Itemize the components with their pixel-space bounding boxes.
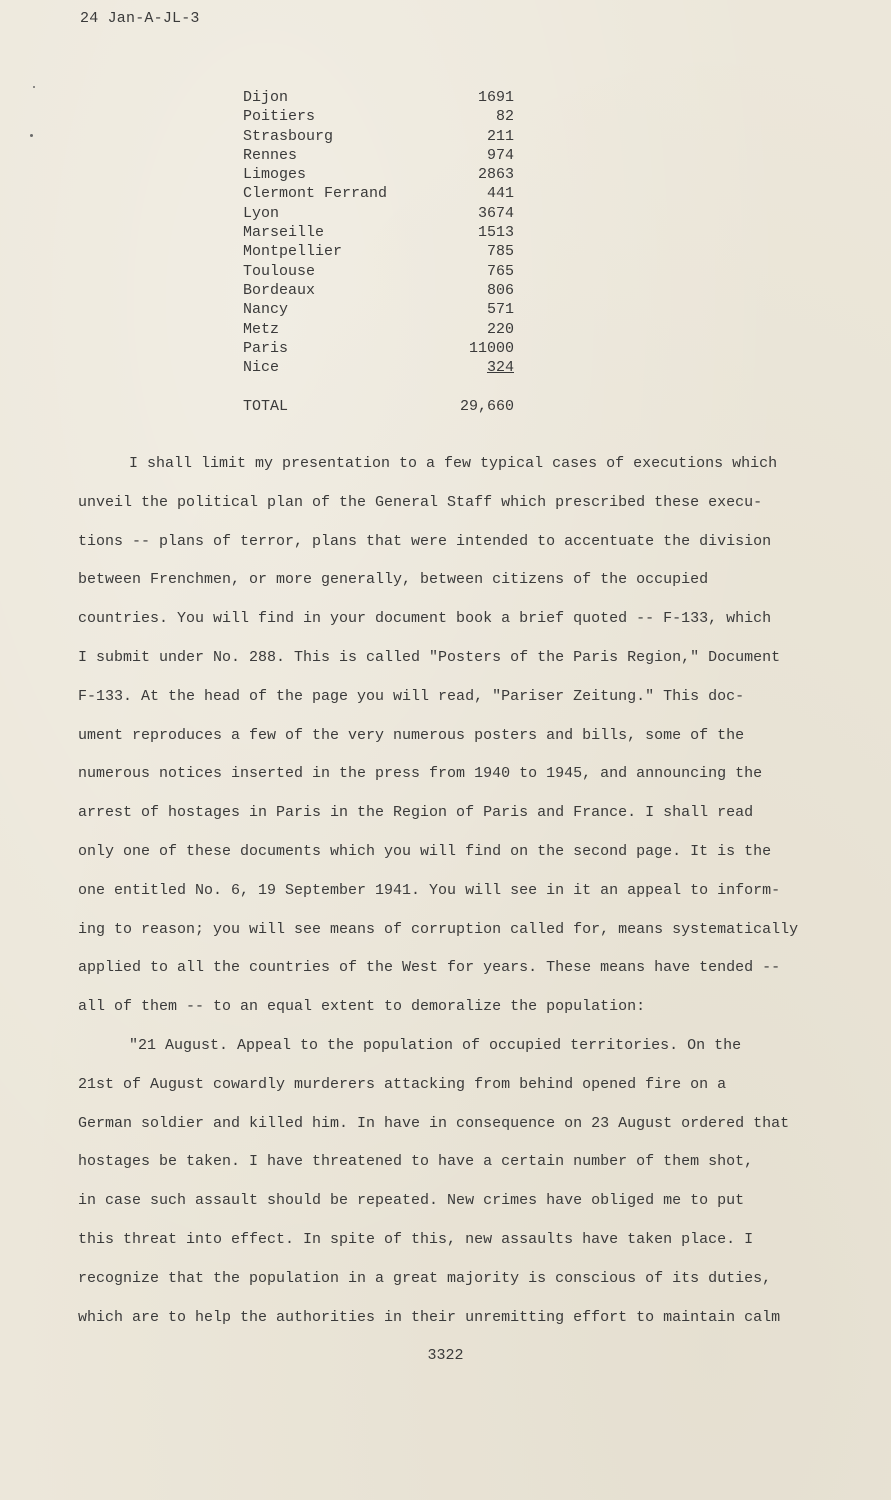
city-name: Strasbourg xyxy=(243,127,334,145)
city-name: Paris xyxy=(243,339,289,357)
table-row xyxy=(243,281,518,300)
city-name: Nancy xyxy=(243,301,289,319)
city-count: 220 xyxy=(486,320,514,338)
text-line: tions -- plans of terror, plans that were intended to accentuate the division xyxy=(78,532,772,550)
city-name: Lyon xyxy=(243,204,280,222)
table-row xyxy=(243,204,518,223)
document-header-code: 24 Jan-A-JL-3 xyxy=(80,10,200,27)
text-line: this threat into effect. In spite of this, new assaults have taken place. I xyxy=(78,1230,754,1248)
table-row xyxy=(243,88,518,107)
text-line: numerous notices inserted in the press from 1940 to 1945, and announcing the xyxy=(78,765,763,783)
text-line: arrest of hostages in Paris in the Region of Paris and France. I shall read xyxy=(78,804,754,822)
city-count: 3674 xyxy=(477,204,514,222)
city-name: Dijon xyxy=(243,89,289,106)
city-name: Marseille xyxy=(243,224,325,242)
text-line: unveil the political plan of the General Staff which prescribed these execu- xyxy=(78,493,763,511)
text-line: in case such assault should be repeated. New crimes have obliged me to put xyxy=(78,1192,745,1210)
city-name: Clermont Ferrand xyxy=(243,185,388,203)
text-line: "21 August. Appeal to the population of occupied territories. On the xyxy=(129,1036,742,1054)
table-row xyxy=(243,146,518,165)
table-row xyxy=(243,184,518,203)
table-row xyxy=(243,223,518,242)
city-name: Montpellier xyxy=(243,243,343,261)
text-line: ument reproduces a few of the very numerous posters and bills, some of the xyxy=(78,726,745,744)
paper-speck xyxy=(33,86,35,88)
city-name: Poitiers xyxy=(243,108,316,126)
city-name: Limoges xyxy=(243,166,307,184)
city-count: 806 xyxy=(486,281,514,299)
table-row xyxy=(243,127,518,146)
table-row xyxy=(243,300,518,319)
city-name: Bordeaux xyxy=(243,281,316,299)
executions-by-city-table xyxy=(243,88,518,377)
text-line: ing to reason; you will see means of corruption called for, means systematically xyxy=(78,920,799,938)
text-line: I shall limit my presentation to a few typical cases of executions which xyxy=(129,455,778,472)
text-line: German soldier and killed him. In have in consequence on 23 August ordered that xyxy=(78,1114,790,1132)
table-row xyxy=(243,242,518,261)
paper-speck xyxy=(30,134,33,137)
page-number: 3322 xyxy=(427,1347,464,1364)
city-count: 11000 xyxy=(468,339,514,357)
table-row xyxy=(243,320,518,339)
text-line: countries. You will find in your document book a brief quoted -- F-133, which xyxy=(78,610,772,628)
city-name: Toulouse xyxy=(243,262,316,280)
city-count: 2863 xyxy=(477,166,514,184)
city-count: 571 xyxy=(486,301,514,319)
table-total-row xyxy=(243,397,518,417)
city-count: 211 xyxy=(486,127,514,145)
text-line: one entitled No. 6, 19 September 1941. You will see in it an appeal to inform- xyxy=(78,881,781,899)
text-line: recognize that the population in a great majority is conscious of its duties, xyxy=(78,1269,772,1287)
text-line: hostages be taken. I have threatened to have a certain number of them shot, xyxy=(78,1153,754,1171)
total-label: TOTAL xyxy=(243,398,289,415)
text-line: F-133. At the head of the page you will read, "Pariser Zeitung." This doc- xyxy=(78,687,745,705)
city-count: 82 xyxy=(495,108,514,126)
city-count: 785 xyxy=(486,243,514,261)
text-line: only one of these documents which you will find on the second page. It is the xyxy=(78,842,772,860)
total-value: 29,660 xyxy=(459,398,514,415)
body-text xyxy=(78,450,848,1342)
table-row xyxy=(243,165,518,184)
city-name: Metz xyxy=(243,320,280,338)
text-line: applied to all the countries of the West for years. These means have tended -- xyxy=(78,959,781,977)
city-count: 974 xyxy=(486,146,514,164)
city-count: 441 xyxy=(486,185,514,203)
table-row xyxy=(243,339,518,358)
table-row xyxy=(243,107,518,126)
city-name: Rennes xyxy=(243,146,298,164)
text-line: 21st of August cowardly murderers attacking from behind opened fire on a xyxy=(78,1075,727,1093)
text-line: which are to help the authorities in their unremitting effort to maintain calm xyxy=(78,1308,781,1326)
city-count: 1691 xyxy=(477,89,514,106)
table-row xyxy=(243,358,518,377)
table-row xyxy=(243,262,518,281)
city-count: 765 xyxy=(486,262,514,280)
city-count: 1513 xyxy=(477,224,514,242)
city-name: Nice xyxy=(243,359,280,377)
text-line: between Frenchmen, or more generally, between citizens of the occupied xyxy=(78,571,709,589)
text-line: I submit under No. 288. This is called "Posters of the Paris Region," Document xyxy=(78,648,781,666)
city-count: 324 xyxy=(486,359,514,377)
text-line: all of them -- to an equal extent to demoralize the population: xyxy=(78,998,646,1016)
